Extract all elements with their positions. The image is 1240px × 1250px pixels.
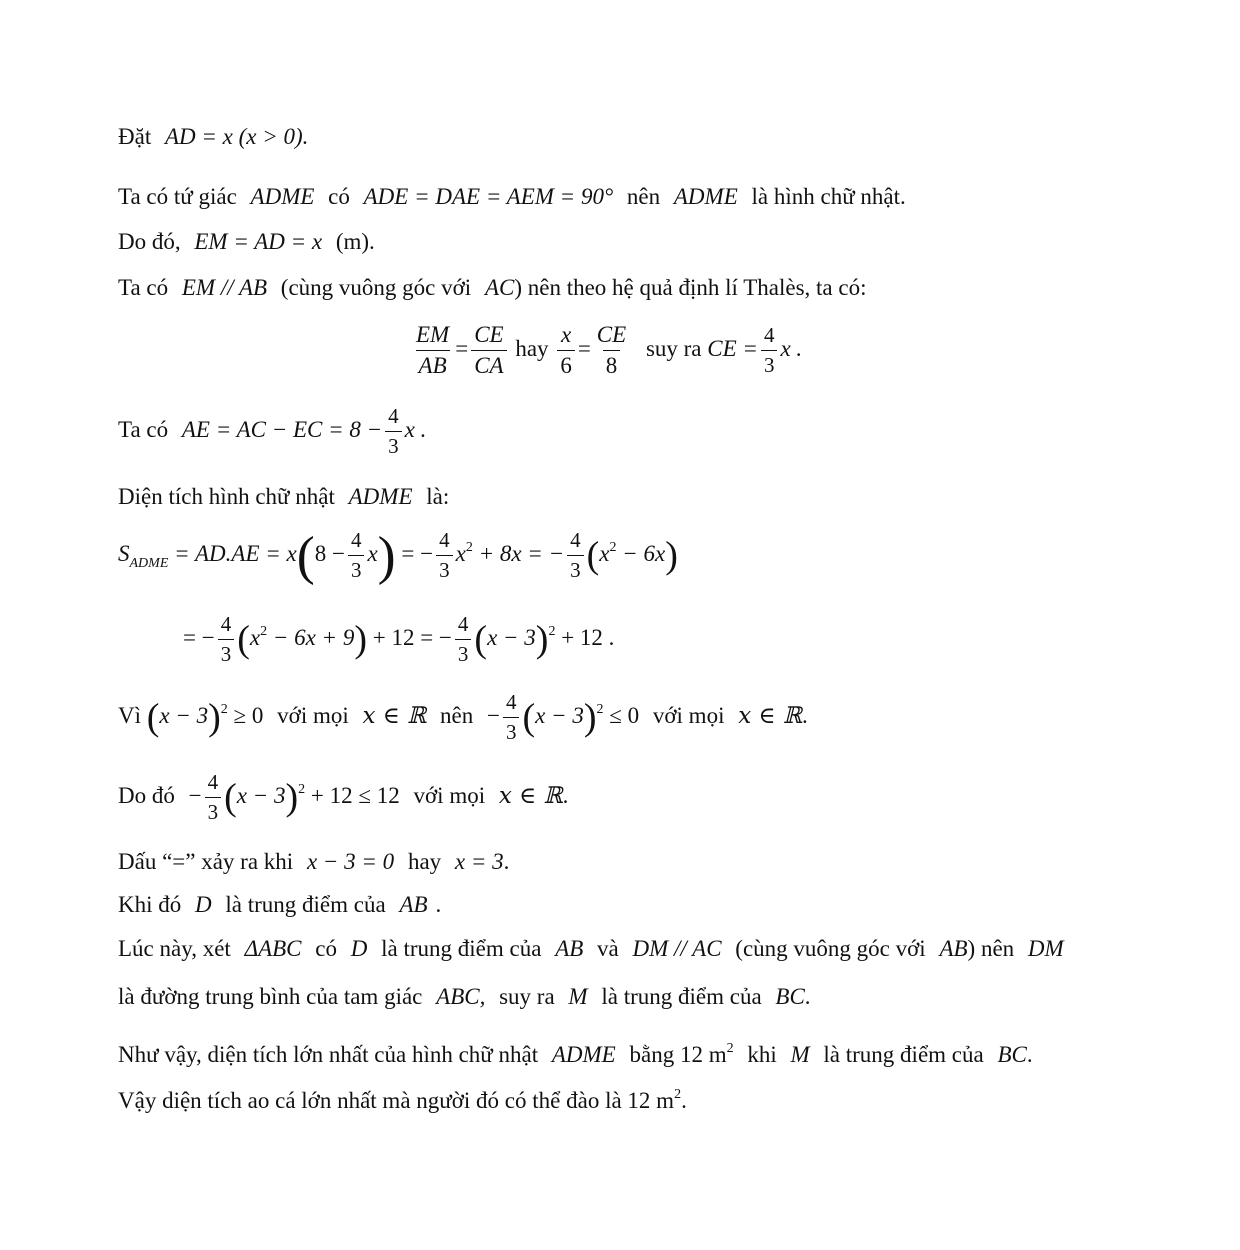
line-area-formula: [118, 525, 678, 586]
math: x − 3 = 0: [306, 849, 395, 874]
text: Ta có: [118, 275, 169, 300]
text: và: [597, 936, 619, 961]
math: ≤ 0: [609, 702, 640, 728]
text: .: [503, 849, 510, 874]
text: là đường trung bình của tam giác: [118, 984, 423, 1009]
fraction: [761, 323, 778, 378]
right-paren: ): [377, 525, 396, 586]
exponent: 2: [465, 539, 473, 555]
text: Khi đó: [118, 892, 182, 917]
denominator: 3: [205, 797, 222, 825]
text: là hình chữ nhật.: [751, 184, 906, 209]
line-do-do: [118, 227, 375, 257]
fraction: [385, 404, 402, 459]
math: x ∈ ℝ: [498, 782, 563, 809]
text: suy ra: [645, 335, 702, 361]
line-ae: [118, 404, 426, 459]
right-paren: ): [354, 618, 367, 661]
text: bằng 12 m: [629, 1042, 727, 1067]
math: x: [249, 624, 261, 650]
math: x ∈ ℝ: [738, 702, 802, 729]
numerator: CE: [474, 322, 504, 347]
denominator: 8: [603, 350, 621, 379]
fraction: [205, 770, 222, 825]
math: + 12 ≤ 12: [310, 782, 400, 808]
left-paren: (: [586, 534, 600, 577]
line-vi: [118, 690, 808, 745]
numerator: 4: [505, 690, 517, 714]
line-dien-tich: [118, 482, 449, 512]
text: là trung điểm của: [601, 984, 762, 1009]
text: suy ra: [499, 984, 555, 1009]
line-tu-giac: [118, 182, 906, 212]
numerator: x: [560, 322, 572, 347]
text: Lúc này, xét: [118, 936, 231, 961]
text: (m).: [335, 229, 375, 254]
numerator: EM: [416, 322, 450, 347]
math: + 12 = −: [372, 624, 452, 650]
text: có: [315, 936, 337, 961]
text: Ta có tứ giác: [118, 184, 237, 209]
text: nên: [626, 184, 661, 209]
math: x − 3: [159, 702, 209, 728]
numerator: 4: [439, 528, 450, 552]
fraction: [471, 322, 506, 379]
exponent: 2: [548, 623, 556, 639]
right-paren: ): [665, 534, 678, 577]
math: ≥ 0: [233, 702, 264, 728]
math: − 6x + 9: [272, 624, 355, 650]
math: EM = AD = x: [194, 229, 323, 254]
math: − 6x: [622, 540, 666, 566]
numerator: 4: [220, 612, 232, 636]
fraction: [557, 322, 575, 379]
math: −: [188, 782, 202, 808]
math: AD = x (x > 0).: [164, 124, 309, 149]
subscript: ADME: [129, 555, 169, 571]
fraction: [348, 528, 365, 583]
text: ) nên: [967, 936, 1015, 961]
denominator: 3: [218, 639, 235, 667]
right-paren: ): [285, 776, 299, 819]
text: khi: [747, 1042, 777, 1067]
left-paren: (: [146, 696, 160, 739]
math: M: [568, 984, 588, 1009]
math: DM // AC: [632, 936, 722, 961]
math: AB: [399, 892, 428, 917]
math: x: [455, 540, 466, 566]
math: S: [118, 540, 130, 566]
denominator: 3: [503, 717, 520, 745]
line-ket-luan: [118, 1080, 687, 1116]
text: có: [328, 184, 350, 209]
text: (cùng vuông góc với: [280, 275, 472, 300]
math: AB: [939, 936, 968, 961]
math: M: [790, 1042, 810, 1067]
math: CE =: [707, 335, 758, 361]
line-ratio-equation: $\frac{EM}{AB}$ = $\frac{CE}{CA}$ hay $\frac{x}{6}$ = $\frac{CE}{8}$ suy ra CE = $\frac{4}{3}$ x .: [410, 322, 802, 379]
text: với mọi: [652, 702, 725, 728]
line-dau-bang: [118, 847, 509, 877]
numerator: 4: [388, 404, 399, 428]
line-dat-ad: [118, 122, 308, 152]
text: ) nên theo hệ quả định lí Thalès, ta có:: [514, 275, 867, 300]
math: x = 3: [454, 849, 504, 874]
line-luc-nay: [118, 934, 1064, 964]
line-area-complete-square: [183, 612, 614, 667]
fraction: [455, 612, 472, 667]
math: ABC,: [436, 984, 486, 1009]
denominator: CA: [471, 350, 506, 379]
numerator: 4: [207, 770, 219, 794]
right-paren: ): [535, 618, 549, 661]
exponent: 2: [220, 701, 228, 717]
text: là trung điểm của: [225, 892, 386, 917]
math: D: [195, 892, 212, 917]
numerator: 4: [763, 323, 775, 347]
text: Do đó: [118, 782, 175, 808]
line-thales: [118, 273, 866, 303]
math: AE = AC − EC = 8 −: [181, 416, 383, 442]
left-paren: (: [522, 696, 536, 739]
math: x .: [780, 335, 803, 361]
line-nhu-vay: [118, 1034, 1033, 1070]
math: x − 3: [236, 782, 286, 808]
fraction: [413, 322, 452, 379]
denominator: 3: [761, 350, 778, 378]
math: ADME: [348, 484, 413, 509]
text: nên: [440, 702, 474, 728]
numerator: 4: [570, 528, 581, 552]
math: + 12 .: [561, 624, 615, 650]
math: = AD.AE = x: [174, 540, 297, 566]
denominator: 3: [348, 555, 365, 583]
text: Vì: [118, 702, 141, 728]
text: (cùng vuông góc với: [735, 936, 926, 961]
text: Do đó,: [118, 229, 181, 254]
right-paren: ): [583, 696, 597, 739]
math: AC: [484, 275, 515, 300]
right-paren: ): [208, 696, 221, 739]
math: DM: [1027, 936, 1064, 961]
math: ADME: [551, 1042, 616, 1067]
math: BC: [997, 1042, 1027, 1067]
numerator: 4: [350, 528, 362, 552]
line-khi-do: [118, 890, 441, 920]
exponent: 2: [609, 539, 617, 555]
denominator: 3: [567, 555, 584, 583]
math: D: [350, 936, 368, 961]
text: Ta có: [118, 416, 169, 442]
math: x: [599, 540, 610, 566]
math: x: [367, 540, 378, 566]
fraction: [567, 528, 584, 583]
exponent: 2: [260, 623, 268, 639]
exponent: 2: [298, 781, 306, 797]
fraction: [436, 528, 453, 583]
exponent: 2: [596, 701, 604, 717]
text: .: [801, 702, 808, 728]
math: AB: [555, 936, 584, 961]
math: ΔABC: [244, 936, 302, 961]
text: .: [435, 892, 442, 917]
line-do-do-inequality: [118, 770, 568, 825]
text: hay: [407, 849, 442, 874]
math: x − 3: [487, 624, 536, 650]
exponent: 2: [726, 1041, 734, 1056]
text: .: [804, 984, 811, 1009]
math: ADME: [250, 184, 315, 209]
denominator: 3: [455, 639, 472, 667]
text: là:: [426, 484, 450, 509]
left-paren: (: [224, 776, 237, 819]
denominator: 3: [436, 555, 453, 583]
fraction: [503, 690, 520, 745]
text: Như vậy, diện tích lớn nhất của hình chữ nhật: [118, 1042, 539, 1067]
math: −: [486, 702, 500, 728]
left-paren: (: [474, 618, 488, 661]
math: ADME: [673, 184, 738, 209]
math: + 8x = −: [478, 540, 565, 566]
math: 8 −: [314, 540, 345, 566]
fraction: [218, 612, 235, 667]
math: x ∈ ℝ: [362, 702, 427, 729]
math: BC: [775, 984, 805, 1009]
text: với mọi: [413, 782, 486, 808]
math: = −: [401, 540, 434, 566]
math: ADE = DAE = AEM = 90°: [363, 184, 614, 209]
text: hay: [515, 335, 549, 361]
math: x − 3: [535, 702, 584, 728]
denominator: 6: [557, 350, 575, 379]
math: x .: [404, 416, 427, 442]
text: .: [1026, 1042, 1033, 1067]
left-paren: (: [237, 618, 250, 661]
numerator: CE: [596, 322, 627, 347]
math: = −: [183, 624, 215, 650]
left-paren: (: [296, 525, 315, 586]
numerator: 4: [457, 612, 469, 636]
text: Vậy diện tích ao cá lớn nhất mà người đó có thể đào là 12 m: [118, 1088, 675, 1113]
text: là trung điểm của: [381, 936, 542, 961]
denominator: 3: [385, 431, 402, 459]
fraction: [594, 322, 629, 379]
text: Dấu “=” xảy ra khi: [118, 849, 294, 874]
denominator: AB: [416, 350, 450, 379]
math: EM // AB: [181, 275, 268, 300]
line-duong-trung-binh: [118, 982, 811, 1012]
text: Đặt: [118, 124, 152, 149]
text: .: [562, 782, 569, 808]
text: Diện tích hình chữ nhật: [118, 484, 335, 509]
text: .: [681, 1088, 687, 1113]
text: là trung điểm của: [823, 1042, 984, 1067]
text: với mọi: [277, 702, 349, 728]
exponent: 2: [674, 1087, 682, 1102]
